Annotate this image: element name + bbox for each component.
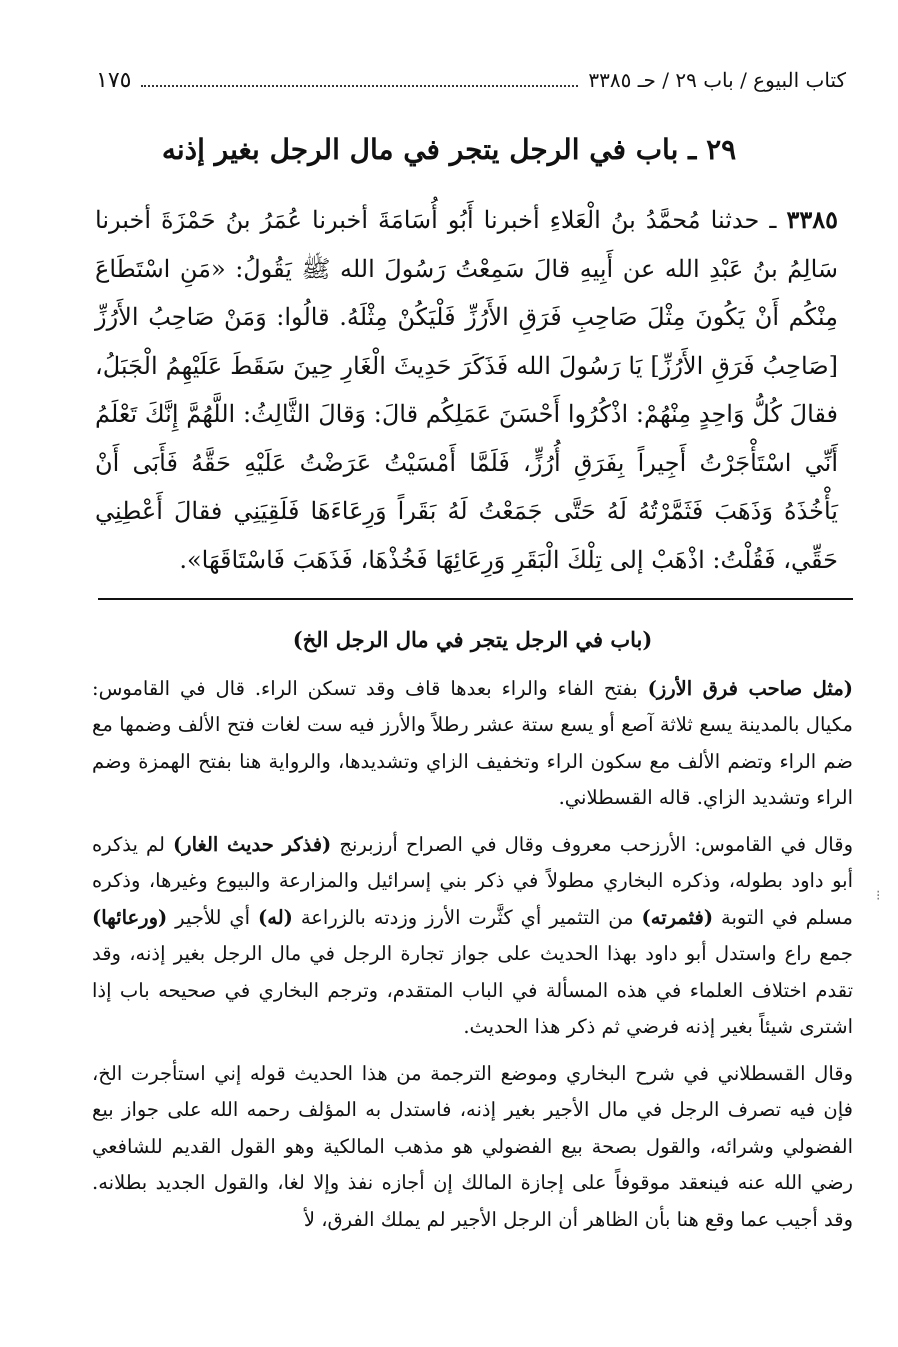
commentary-text: وقال في القاموس: الأرزحب معروف وقال في الصراح أرزبرنج — [331, 832, 853, 856]
margin-mark-icon: ⁝ — [876, 888, 881, 904]
commentary-text: من التثمير أي كثَّرت الأرز وزدته بالزراعة — [292, 905, 642, 929]
commentary-text: لم يذكره أبو داود بطوله، وذكره البخاري مطولاً في ذكر بني إسرائيل والمزارعة والبيوع وغيرها، وذكره مسلم في التوبة — [92, 832, 853, 929]
footnote-divider — [98, 598, 853, 600]
header-leader-dots — [141, 85, 578, 87]
running-header — [96, 62, 846, 98]
commentary-keyword: (ورعائها) — [92, 905, 168, 929]
commentary-paragraph — [92, 827, 853, 1046]
commentary-section — [92, 622, 853, 1248]
hadith-text-block — [95, 196, 838, 584]
commentary-keyword: (فثمرته) — [641, 905, 714, 929]
commentary-heading: (باب في الرجل يتجر في مال الرجل الخ) — [292, 627, 653, 652]
commentary-keyword: (مثل صاحب فرق الأرز) — [647, 676, 853, 700]
commentary-paragraph — [92, 1056, 853, 1239]
hadith-number: ٣٣٨٥ — [786, 205, 838, 234]
hadith-body: ـ حدثنا مُحمَّدُ بنُ الْعَلاءِ أخبرنا أَبُو أُسَامَةَ أخبرنا عُمَرُ بنُ حَمْزَةَ أخبرنا سَالِمُ بنُ عَبْدِ الله عن أَبِيهِ قالَ سَمِعْتُ رَسُولَ الله ﷺ يَقُولُ: «مَنِ اسْتَطَاعَ مِنْكُم أَنْ يَكُونَ مِثْلَ صَاحِبِ فَرَقِ الأَرُزِّ فَلْيَكُنْ مِثْلَهُ. قالُوا: وَمَنْ صَاحِبُ الأَرُزِّ [صَاحِبُ فَرَقِ الأَرُزِّ] يَا رَسُولَ الله فَذَكَرَ حَدِيثَ الْغَارِ حِينَ سَقَطَ عَلَيْهِمُ الْجَبَلُ، فقالَ كُلُّ وَاحِدٍ مِنْهُمْ: اذْكُرُوا أَحْسَنَ عَمَلِكُم قالَ: وَقالَ الثَّالِثُ: اللَّهُمَّ إِنَّكَ تَعْلَمُ أَنِّي اسْتَأْجَرْتُ أَجِيراً بِفَرَقِ أُرُزٍّ، فَلَمَّا أَمْسَيْتُ عَرَضْتُ عَلَيْهِ حَقَّهُ فَأَبَى أَنْ يَأْخُذَهُ وَذَهَبَ فَثَمَّرْتُهُ لَهُ حَتَّى جَمَعْتُ لَهُ بَقَراً وَرِعَاءَهَا فَلَقِيَنِي فقالَ أَعْطِنِي حَقِّي، فَقُلْتُ: اذْهَبْ إلى تِلْكَ الْبَقَرِ وَرِعَائِهَا فَخُذْهَا، فَذَهَبَ فَاسْتَاقَهَا». — [95, 206, 838, 574]
commentary-paragraph — [92, 671, 853, 817]
commentary-text: بفتح الفاء والراء بعدها قاف وقد تسكن الراء. قال في القاموس: مكيال بالمدينة يسع ثلاثة آصع أو يسع ستة عشر رطلاً والأرز فيه ست لغات فتح الألف وضمها مع ضم الراء وتضم الألف مع سكون الراء وتخفيف الزاي وتشديدها، والرواية هنا بفتح الهمزة وضم الراء وتشديد الزاي. قاله القسطلاني. — [92, 676, 853, 809]
commentary-text: أي للأجير — [167, 905, 259, 929]
commentary-text: جمع راع واستدل أبو داود بهذا الحديث على جواز تجارة الرجل في مال الرجل بغير إذنه، وقد تقدم اختلاف العلماء في هذه المسألة في الباب المتقدم، وترجم البخاري في صحيحه باب إذا اشترى شيئاً بغير إذنه فرضي ثم ذكر هذا الحديث. — [92, 942, 853, 1038]
page-number: ١٧٥ — [96, 67, 132, 93]
commentary-keyword: (له) — [258, 905, 293, 929]
running-header-title: كتاب البيوع / باب ٢٩ / حـ ٣٣٨٥ — [588, 68, 846, 92]
chapter-title: ٢٩ ـ باب في الرجل يتجر في مال الرجل بغير إذنه — [161, 133, 737, 166]
commentary-text: وقال القسطلاني في شرح البخاري وموضع الترجمة من هذا الحديث قوله إني استأجرت الخ، فإن فيه تصرف الرجل في مال الأجير بغير إذنه، فاستدل به المؤلف رحمه الله على جواز بيع الفضولي وشرائه، والقول بصحة بيع الفضولي هو مذهب المالكية وهو القول القديم للشافعي رضي الله عنه فينعقد موقوفاً على إجازة المالك إن أجازه نفذ وإلا لغا، والقول الجديد بطلانه. وقد أجيب عما وقع هنا بأن الظاهر أن الرجل الأجير لم يملك الفرق، لأ — [92, 1061, 853, 1231]
commentary-keyword: (فذكر حديث الغار) — [172, 832, 332, 856]
